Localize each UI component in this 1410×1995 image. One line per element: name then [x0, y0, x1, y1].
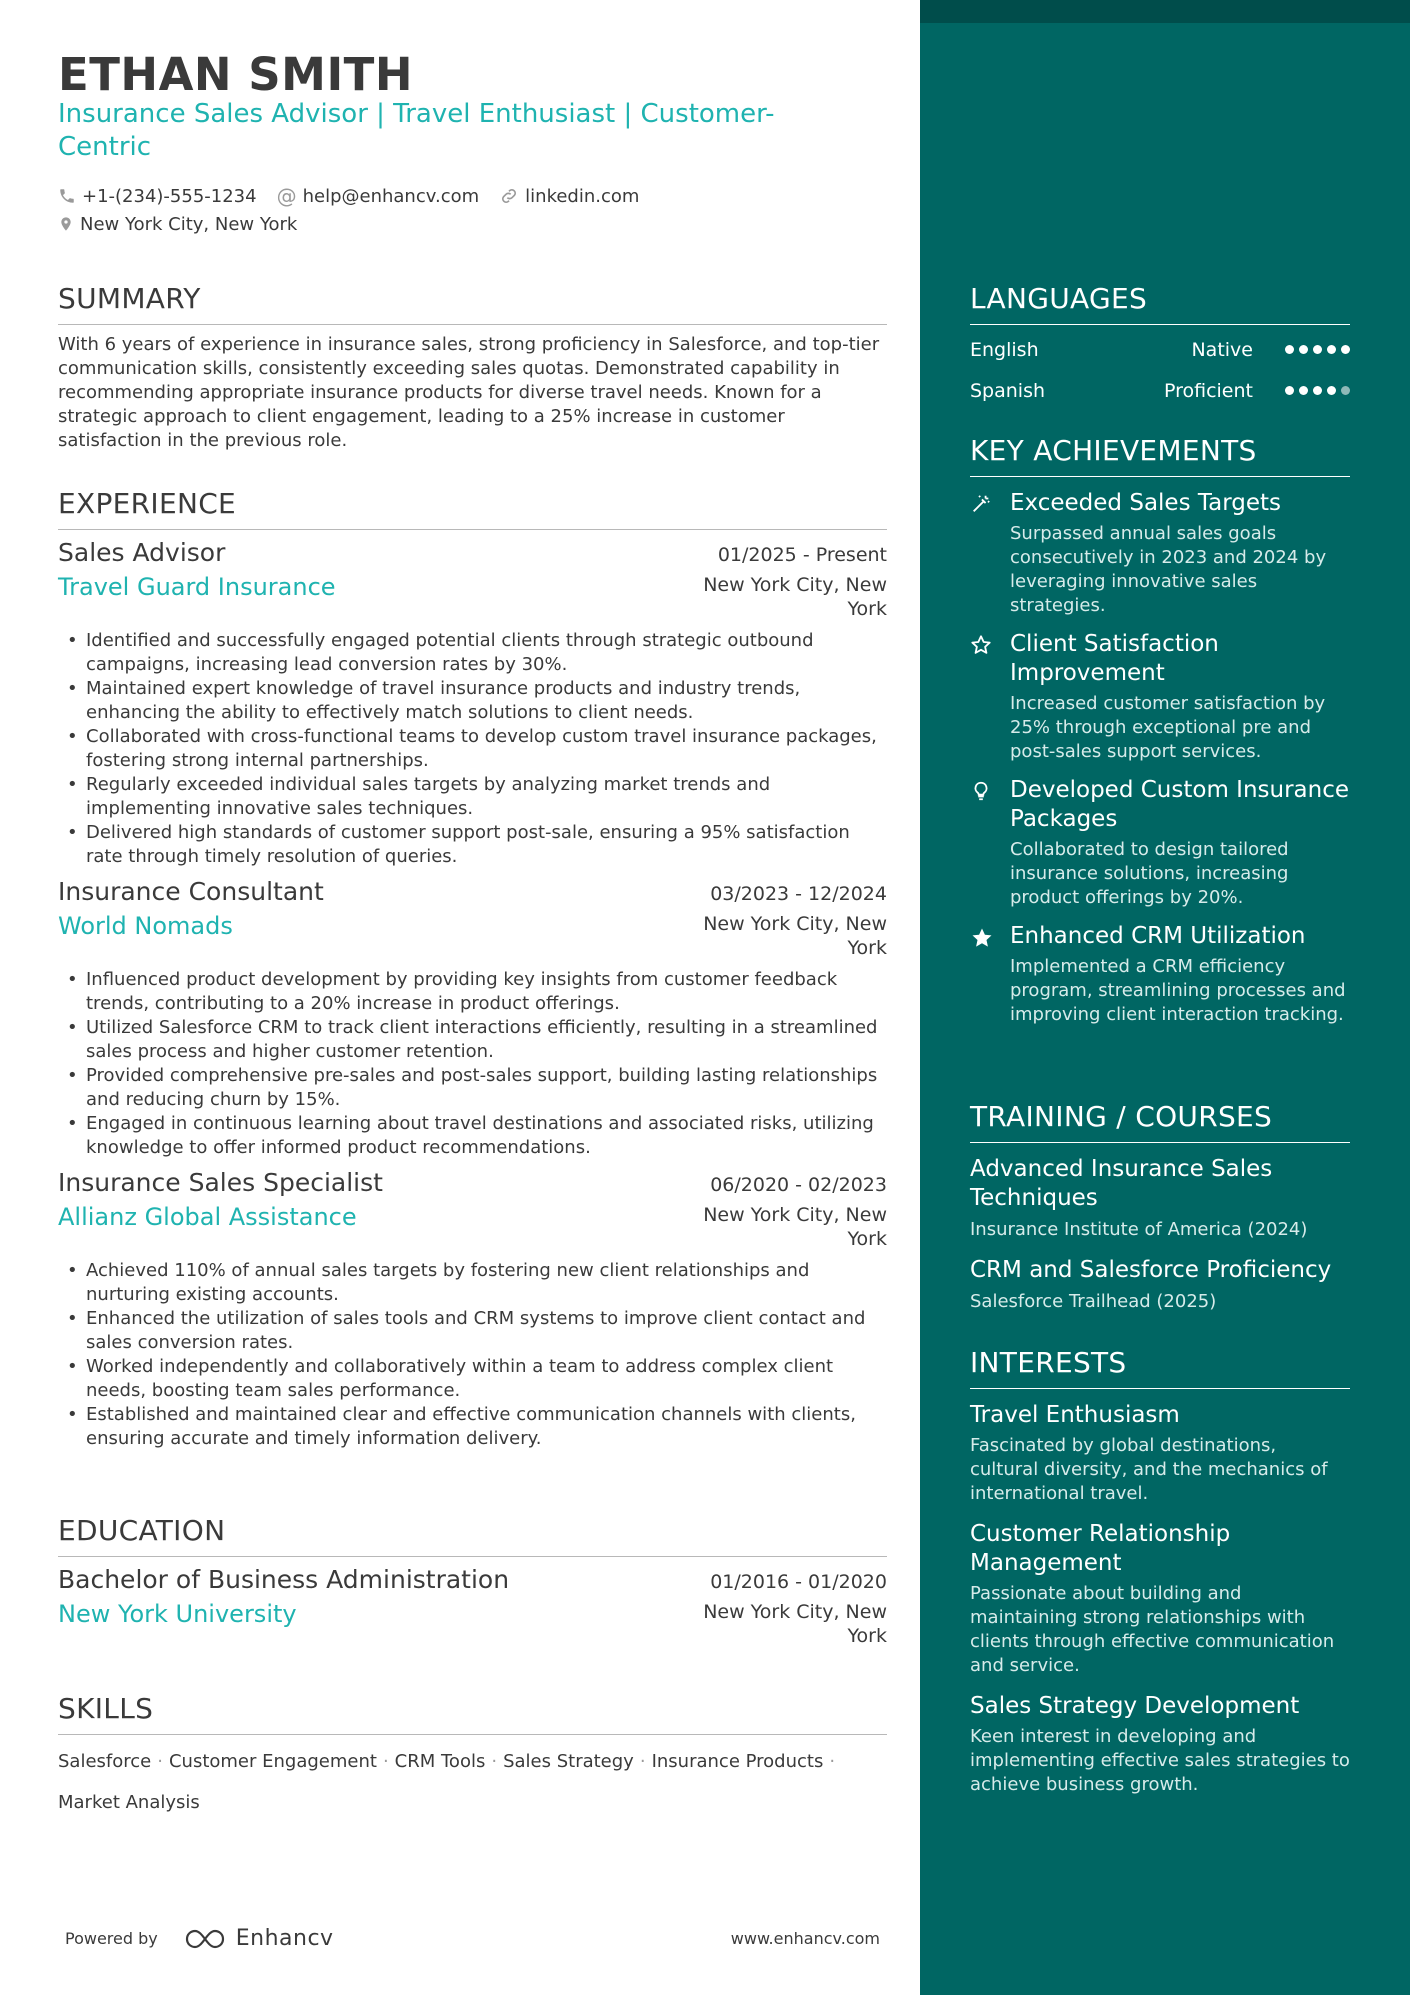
job-title: Sales Advisor	[58, 538, 226, 567]
bullet-item: • Achieved 110% of annual sales targets by fostering new client relationships and nurturing existing accounts.	[58, 1259, 887, 1307]
bullet-item: • Utilized Salesforce CRM to track client interactions efficiently, resulting in a streamlined sales process and higher customer retention.	[58, 1016, 887, 1064]
candidate-name: ETHAN SMITH	[58, 48, 414, 101]
experience-item	[58, 538, 887, 869]
job-date: 03/2023 - 12/2024	[710, 883, 887, 905]
section-title: EXPERIENCE	[58, 487, 887, 530]
achievement-item	[970, 776, 1350, 910]
bullet-item: • Worked independently and collaboratively within a team to address complex client needs, boosting team sales performance.	[58, 1355, 887, 1403]
experience-item	[58, 877, 887, 1160]
experience-item	[58, 1168, 887, 1451]
course-title: Advanced Insurance Sales Techniques	[970, 1156, 1273, 1211]
language-item	[970, 329, 1350, 370]
interest-item	[970, 1401, 1350, 1506]
skills-list	[58, 1741, 887, 1823]
skill-item: Customer Engagement	[168, 1751, 377, 1772]
contact-info	[58, 182, 659, 238]
achievement-item	[970, 489, 1350, 618]
language-level: Native	[1191, 338, 1253, 361]
section-title: SKILLS	[58, 1692, 887, 1735]
skill-item: Sales Strategy	[503, 1751, 634, 1772]
interest-item	[970, 1692, 1350, 1797]
interest-desc: Keen interest in developing and implementing effective sales strategies to achieve business growth.	[970, 1726, 1350, 1795]
achievement-desc: Increased customer satisfaction by 25% through exceptional pre and post-sales support services.	[1010, 693, 1326, 762]
language-level: Proficient	[1163, 379, 1253, 402]
course-title: CRM and Salesforce Proficiency	[970, 1257, 1332, 1283]
section-title: EDUCATION	[58, 1514, 887, 1557]
linkedin-text: linkedin.com	[525, 185, 640, 207]
rating-dots	[1285, 386, 1350, 395]
job-location: New York City, New York	[703, 913, 887, 959]
language-name: Spanish	[970, 379, 1046, 402]
section-title: KEY ACHIEVEMENTS	[970, 434, 1350, 477]
job-title: Insurance Consultant	[58, 877, 324, 906]
section-title: TRAINING / COURSES	[970, 1100, 1350, 1143]
achievement-item	[970, 630, 1350, 764]
enhancv-logo[interactable]	[184, 1926, 334, 1951]
course-provider: Salesforce Trailhead (2025)	[970, 1291, 1217, 1312]
company-name[interactable]: Travel Guard Insurance	[58, 573, 336, 601]
interest-desc: Passionate about building and maintaining strong relationships with clients through effective communication and service.	[970, 1583, 1335, 1676]
achievement-title: Developed Custom Insurance Packages	[1010, 777, 1350, 832]
interest-title: Sales Strategy Development	[970, 1693, 1300, 1719]
education-date: 01/2016 - 01/2020	[710, 1571, 887, 1593]
footer-url[interactable]: www.enhancv.com	[730, 1929, 880, 1948]
lightbulb-icon	[970, 776, 1010, 910]
bullet-item: • Engaged in continuous learning about travel destinations and associated risks, utilizing knowledge to offer informed product recommendations.	[58, 1112, 887, 1160]
achievement-item	[970, 922, 1350, 1027]
separator-dot: ·	[382, 1751, 389, 1772]
education-location: New York City, New York	[703, 1601, 887, 1647]
bullet-item: • Maintained expert knowledge of travel insurance products and industry trends, enhancing the ability to effectively match solutions to client needs.	[58, 677, 887, 725]
location-item	[58, 214, 297, 235]
degree-title: Bachelor of Business Administration	[58, 1565, 510, 1594]
achievements-section	[970, 434, 1350, 1027]
summary-text: With 6 years of experience in insurance sales, strong proficiency in Salesforce, and top-tier communication skills, consistently exceeding sales quotas. Demonstrated capability in recommending appropriate insurance products for diverse travel needs. Known for a strategic approach to client engagement, leading to a 25% increase in customer satisfaction in the previous role.	[58, 334, 880, 451]
separator-dot: ·	[491, 1751, 498, 1772]
location-pin-icon	[58, 215, 74, 233]
skill-item: Insurance Products	[651, 1751, 824, 1772]
email-item[interactable]	[277, 184, 480, 208]
magic-wand-icon	[970, 489, 1010, 618]
location-text: New York City, New York	[80, 213, 298, 235]
skill-item: CRM Tools	[394, 1751, 486, 1772]
achievement-desc: Collaborated to design tailored insurance solutions, increasing product offerings by 20%.	[1010, 839, 1289, 908]
achievement-title: Exceeded Sales Targets	[1010, 490, 1282, 516]
school-name[interactable]: New York University	[58, 1600, 297, 1628]
achievement-title: Client Satisfaction Improvement	[1010, 631, 1219, 686]
enhancv-logo-icon	[184, 1927, 230, 1951]
bullet-item: • Influenced product development by providing key insights from customer feedback trends, contributing to a 20% increase in product offerings.	[58, 968, 887, 1016]
experience-section	[58, 487, 887, 1451]
separator-dot: ·	[639, 1751, 646, 1772]
education-item	[58, 1565, 887, 1648]
education-section	[58, 1514, 887, 1648]
job-title: Insurance Sales Specialist	[58, 1168, 383, 1197]
separator-dot: ·	[157, 1751, 163, 1772]
languages-section	[970, 282, 1350, 411]
interest-desc: Fascinated by global destinations, cultural diversity, and the mechanics of international travel.	[970, 1435, 1328, 1504]
phone-text: +1-(234)-555-1234	[82, 185, 257, 207]
company-name[interactable]: World Nomads	[58, 912, 233, 940]
job-date: 01/2025 - Present	[717, 544, 887, 566]
bullet-item: • Identified and successfully engaged potential clients through strategic outbound campaigns, increasing lead conversion rates by 30%.	[58, 629, 887, 677]
skills-section	[58, 1692, 887, 1823]
section-title: SUMMARY	[58, 282, 887, 325]
achievement-title: Enhanced CRM Utilization	[1010, 923, 1306, 949]
star-outline-icon	[970, 630, 1010, 764]
brand-name: Enhancv	[235, 1926, 334, 1951]
phone-icon	[58, 187, 76, 205]
link-icon	[499, 186, 519, 206]
achievement-desc: Surpassed annual sales goals consecutively in 2023 and 2024 by leveraging innovative sales strategies.	[1010, 523, 1327, 616]
bullet-item: • Delivered high standards of customer support post-sale, ensuring a 95% satisfaction rate through timely resolution of queries.	[58, 821, 887, 869]
course-provider: Insurance Institute of America (2024)	[970, 1219, 1308, 1240]
language-name: English	[970, 338, 1039, 361]
job-date: 06/2020 - 02/2023	[710, 1174, 887, 1196]
interests-section	[970, 1346, 1350, 1797]
rating-dots	[1285, 345, 1350, 354]
training-section	[970, 1100, 1350, 1314]
skill-item: Salesforce	[58, 1751, 152, 1772]
summary-section	[58, 282, 887, 453]
bullet-list	[58, 968, 887, 1160]
headline: Insurance Sales Advisor | Travel Enthusiast | Customer-Centric	[58, 99, 775, 162]
email-text: help@enhancv.com	[302, 185, 480, 207]
bullet-item: • Regularly exceeded individual sales targets by analyzing market trends and implementing innovative sales techniques.	[58, 773, 887, 821]
bullet-item: • Provided comprehensive pre-sales and post-sales support, building lasting relationships and reducing churn by 15%.	[58, 1064, 887, 1112]
job-location: New York City, New York	[703, 1204, 887, 1250]
bullet-list	[58, 1259, 887, 1451]
bullet-item: • Established and maintained clear and effective communication channels with clients, ensuring accurate and timely information delivery.	[58, 1403, 887, 1451]
section-title: INTERESTS	[970, 1346, 1350, 1389]
interest-title: Customer Relationship Management	[970, 1521, 1231, 1576]
interest-title: Travel Enthusiasm	[970, 1402, 1180, 1428]
star-filled-icon	[970, 922, 1010, 1027]
interest-item	[970, 1520, 1350, 1678]
section-title: LANGUAGES	[970, 282, 1350, 325]
company-name[interactable]: Allianz Global Assistance	[58, 1203, 357, 1231]
footer	[65, 1926, 880, 1951]
bullet-item: • Collaborated with cross-functional teams to develop custom travel insurance packages, fostering strong internal partnerships.	[58, 725, 887, 773]
course-item	[970, 1155, 1350, 1242]
achievement-desc: Implemented a CRM efficiency program, streamlining processes and improving client interaction tracking.	[1010, 956, 1346, 1025]
bullet-item: • Enhanced the utilization of sales tools and CRM systems to improve client contact and sales conversion rates.	[58, 1307, 887, 1355]
sidebar-top-band	[920, 0, 1410, 23]
linkedin-item[interactable]	[499, 186, 639, 207]
powered-by	[65, 1926, 334, 1951]
powered-by-label: Powered by	[65, 1929, 158, 1948]
at-icon: @	[276, 184, 297, 208]
sidebar	[920, 0, 1410, 1995]
bullet-list	[58, 629, 887, 869]
separator-dot: ·	[829, 1751, 836, 1772]
job-location: New York City, New York	[703, 574, 887, 620]
language-item	[970, 370, 1350, 411]
course-item	[970, 1256, 1350, 1314]
skill-item: Market Analysis	[58, 1792, 200, 1813]
phone-item[interactable]	[58, 186, 257, 207]
